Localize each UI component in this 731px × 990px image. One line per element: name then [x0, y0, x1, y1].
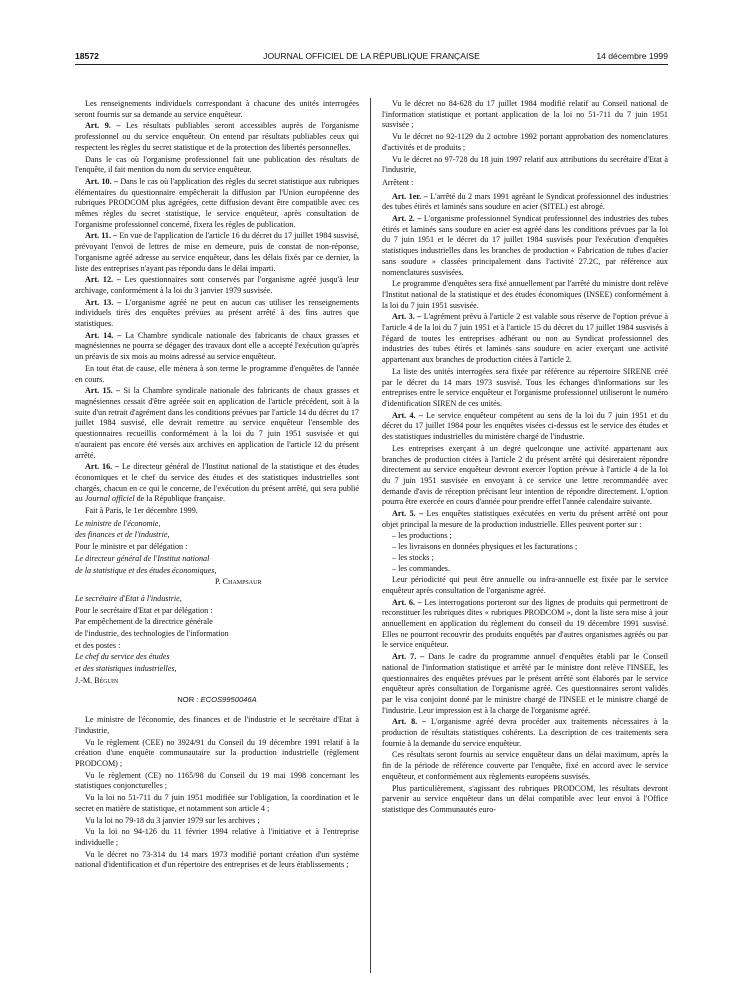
art5-list [382, 531, 668, 574]
article-label: Art. 6. – [392, 597, 422, 607]
article-3: Art. 3. – L'agrément prévu à l'article 2 est valable sous réserve de l'option prévue à l'article 4 de la loi du 7 juin 1951 et à l'article 15 du décret du 17 juillet 1984 susvisés à l'égard de toutes les entreprises adhérant ou non au Syndicat professionnel des industries des tubes étirés et laminés sans soudure en acier exerçant une activité appartenant aux branches de production citées à l'article 2. [382, 312, 668, 365]
nor-reference: NOR : ECOS9950046A [177, 694, 257, 704]
paragraph: Les renseignements individuels correspondant à chacune des unités interrogées seront fournis sur sa demande au service enquêteur. [75, 99, 359, 119]
article-4: Art. 4. – Le service enquêteur compétent au sens de la loi du 7 juin 1951 et du décret du 17 juillet 1984 pour les enquêtes visées ci-dessus est le service des études et des statistiques industrielles du ministère chargé de l'industrie. [382, 410, 669, 442]
article-1: Art. 1er. – L'arrêté du 2 mars 1991 agréant le Syndicat professionnel des industries des tubes étirés et laminés sans soudure en acier (SITEL) est abrogé. [382, 191, 668, 212]
page-number: 18572 [75, 51, 99, 61]
article-2: Art. 2. – L'organisme professionnel Syndicat professionnel des industries des tubes étirés et laminés sans soudure en acier est agréé dans les conditions prévues par la loi du 7 juin 1951 et le décret du 17 juillet 1984 susvisés pour l'exécution d'enquêtes statistiques industrielles dans les branches de production « Fabrication de tubes d'acier sans soudure » classées principalement dans l'activité 27.2C, par référence aux nomenclatures susvisées. [382, 214, 668, 277]
article-15: Art. 15. – Si la Chambre syndicale nationale des fabricants de chaux grasses et magnésiennes cessait d'être agréée soit en application de l'article précédent, soit à la suite d'un retrait d'agrément dans les conditions prévues par l'article 14 du décret du 17 juillet 1984 susvisé, elle devrait remettre au service enquêteur l'ensemble des questionnaires recueillis conformément à la loi du 7 juin 1951 susvisée et qui n'auraient pas encore été versés aux archives en application de l'article 12 du présent arrêté. [75, 386, 359, 460]
journal-officiel-ref: Journal officiel [84, 494, 135, 504]
signature-block-2: Le secrétaire d'Etat à l'industrie, Pour le secrétaire d'Etat et par délégation : Par empêchement de la directrice générale de l'industrie, des technologies de l'information et des postes : Le chef du service des études et des statistiques industrielles, J.-M. Béguin [75, 594, 359, 687]
article-label: Art. 12. – [85, 275, 121, 285]
visa: Vu le règlement (CE) no 1165/98 du Conseil du 19 mai 1998 concernant les statistiques conjoncturelles ; [75, 770, 359, 791]
article-label: Art. 15. – [85, 386, 121, 396]
signature-block-1: Le ministre de l'économie, des finances et de l'industrie, Pour le ministre et par délégation : Le directeur général de l'Institut national de la statistique et des études économiques, P. Champsaur [75, 519, 359, 588]
list-item: – les stocks ; [392, 552, 434, 562]
paragraph: En tout état de cause, elle mènera à son terme le programme d'enquêtes de l'année en cours. [75, 363, 359, 384]
issue-date: 14 décembre 1999 [596, 51, 668, 61]
article-label: Art. 11. – [85, 231, 118, 241]
journal-title: JOURNAL OFFICIEL DE LA RÉPUBLIQUE FRANÇAISE [263, 51, 480, 61]
visa: Vu le décret no 97-728 du 18 juin 1997 relatif aux attributions du secrétaire d'Etat à l'industrie, [382, 154, 668, 175]
article-14: Art. 14. – La Chambre syndicale nationale des fabricants de chaux grasses et magnésiennes ne pourra se dégager des travaux dont elle a accepté l'exécution qu'après un préavis de six mois au moins adressé au service enquêteur. [75, 330, 360, 362]
article-label: Art. 7. – [392, 652, 425, 662]
list-item: – les livraisons en données physiques et les facturations ; [392, 542, 578, 552]
paragraph: Le ministre de l'économie, des finances et de l'industrie et le secrétaire d'Etat à l'industrie, [75, 715, 359, 735]
signatory-name: J.-M. Béguin [75, 675, 119, 685]
article-5: Art. 5. – Les enquêtes statistiques exécutées en vertu du présent arrêté ont pour objet principal la mesure de la production industrielle. Elles peuvent porter sur : [382, 509, 668, 529]
article-label: Art. 8. – [392, 717, 427, 727]
list-item: – les commandes. [392, 563, 450, 573]
article-label: Art. 5. – [392, 509, 424, 519]
article-16: Art. 16. – Le directeur général de l'Institut national de la statistique et des études économiques et le chef du service des études et des statistiques industrielles sont chargés, chacun en ce qui le concerne, de l'exécution du présent arrêté, qui sera publié au Journal officiel de la République française. [75, 462, 359, 504]
right-column [382, 99, 668, 817]
visa: Vu la loi no 94-126 du 11 février 1994 relative à l'initiative et à l'entreprise individuelle ; [75, 827, 359, 847]
article-13: Art. 13. – L'organisme agréé ne peut en aucun cas utiliser les renseignements individuels tirés des enquêtes prévues au présent arrêté à des fins autres que statistiques. [75, 297, 359, 329]
paragraph: Ces résultats seront fournis au service enquêteur dans un délai maximum, après la fin de la période de référence couverte par l'enquête, fixé en accord avec le service enquêteur, et conformément aux règlements européens susvisés. [382, 750, 668, 781]
fait-a-paris: Fait à Paris, le 1er décembre 1999. [85, 506, 198, 516]
article-label: Art. 10. – [85, 176, 119, 186]
signatory-name: P. Champsaur [215, 577, 262, 587]
visa: Vu le règlement (CEE) no 3924/91 du Conseil du 19 décembre 1991 relatif à la création d'une enquête communautaire sur la production industrielle (règlement PRODCOM) ; [75, 737, 359, 769]
visa: Vu la loi no 51-711 du 7 juin 1951 modifiée sur l'obligation, la coordination et le secret en matière de statistique, et notamment son article 4 ; [75, 793, 359, 813]
article-label: Art. 2. – [392, 214, 422, 224]
page-header [75, 50, 668, 62]
article-label: Art. 3. – [392, 312, 422, 322]
left-column [75, 99, 359, 872]
article-7: Art. 7. – Dans le cadre du programme annuel d'enquêtes établi par le Conseil national de l'information statistique et arrêté par le ministre dont relève l'INSEE, les questionnaires des enquêtes prévues par le présent arrêté sont élaborés par le service enquêteur après consultation de l'organisme agréé. Ces questionnaires seront validés par le visa conjoint donné par le ministre chargé de l'INSEE et le ministre chargé de l'industrie. Leur impression est à la charge de l'organisme agréé. [382, 652, 668, 715]
list-item: – les productions ; [392, 531, 452, 541]
article-label: Art. 1er. – [392, 191, 428, 201]
article-label: Art. 9. – [85, 121, 121, 131]
article-label: Art. 4. – [392, 410, 423, 420]
column-separator [370, 98, 371, 973]
article-6: Art. 6. – Les interrogations porteront sur des lignes de produits qui permettront de reconstituer les rubriques dites « rubriques PRODCOM », dont la liste sera mise à jour annuellement en application du règlement du conseil du 19 décembre 1991 susvisé. Elles ne pourront recouvrir des produits enquêtés par d'autres organismes agréés ou par le service enquêteur. [382, 597, 668, 650]
paragraph: Les entreprises exerçant à un degré quelconque une activité appartenant aux branches de production citées à l'article 2 du présent arrêté qui désireraient répondre directement au service enquêteur devront exercer l'option prévue à l'article 4 de la loi du 7 juin 1951 susvisée en envoyant à ce service une lettre recommandée avec demande d'avis de réception précisant leur intention de répondre directement. L'option pourra être exercée en cours d'année pour prendre effet l'année calendaire suivante. [382, 443, 668, 507]
arretent-heading: Arrêtent : [382, 177, 414, 187]
paragraph: Le programme d'enquêtes sera fixé annuellement par l'arrêté du ministre dont relève l'Institut national de la statistique et des études économiques (INSEE) conformément à la loi du 7 juin 1951 susvisée. [382, 279, 668, 310]
article-12: Art. 12. – Les questionnaires sont conservés par l'organisme agréé jusqu'à leur archivage, conformément à la loi du 3 janvier 1979 susvisée. [75, 275, 360, 295]
article-label: Art. 16. – [85, 462, 120, 472]
paragraph: Dans le cas où l'organisme professionnel fait une publication des résultats de l'enquête, il fait mention du nom du service enquêteur. [75, 154, 359, 175]
visa: Vu le décret no 84-628 du 17 juillet 1984 modifié relatif au Conseil national de l'information statistique et portant application de la loi no 51-711 du 7 juin 1951 susvisée ; [382, 99, 668, 130]
article-label: Art. 14. – [85, 330, 122, 340]
paragraph: La liste des unités interrogées sera fixée par référence au répertoire SIRENE créé par le décret du 14 mars 1973 susvisé. Tous les échanges d'informations sur les entreprises entre le service enquêteur et l'organisme professionnel utiliseront le numéro d'identification SIREN de ces unités. [382, 366, 668, 408]
article-11: Art. 11. – En vue de l'application de l'article 16 du décret du 17 juillet 1984 susvisé, prévoyant l'envoi de lettres de mise en demeure, puis de constat de non-réponse, l'organisme agréé adresse au service enquêteur, dans les délais fixés par ce dernier, la liste des entreprises n'ayant pas répondu dans le délai imparti. [75, 231, 360, 273]
paragraph: Leur périodicité qui peut être annuelle ou infra-annuelle est fixée par le service enquêteur après consultation de l'organisme agréé. [382, 575, 668, 595]
visa: Vu le décret no 73-314 du 14 mars 1973 modifié portant création d'un système national d'identification et d'un répertoire des entreprises et de leurs établissements ; [75, 849, 359, 870]
article-8: Art. 8. – L'organisme agréé devra procéder aux traitements nécessaires à la production de résultats statistiques cohérents. La description de ces traitements sera fournie à la demande du service enquêteur. [382, 717, 669, 748]
article-label: Art. 13. – [85, 297, 122, 307]
paragraph: Plus particulièrement, s'agissant des rubriques PRODCOM, les résultats devront parvenir au service enquêteur dans un délai compatible avec leur envoi à l'Office statistique des Communautés euro- [382, 783, 668, 814]
article-9: Art. 9. – Les résultats publiables seront accessibles auprès de l'organisme professionnel ou du service enquêteur. On entend par résultats publiables ceux qui respectent les règles du secret statistique et de la protection des libertés personnelles. [75, 121, 360, 152]
article-10: Art. 10. – Dans le cas où l'application des règles du secret statistique aux rubriques élémentaires du questionnaire empêcherait la diffusion par l'Union européenne des rubriques PRODCOM plus agrégées, cette diffusion devant être compatible avec ces mêmes règles du secret statistique, le service enquêteur, après consultation de l'organisme professionnel concerné, fixera les règles de publication. [75, 176, 360, 229]
visa: Vu la loi no 79-18 du 3 janvier 1979 sur les archives ; [85, 815, 260, 825]
header-rule [75, 64, 668, 65]
visa: Vu le décret no 92-1129 du 2 octobre 1992 portant approbation des nomenclatures d'activités et de produits ; [382, 132, 668, 152]
